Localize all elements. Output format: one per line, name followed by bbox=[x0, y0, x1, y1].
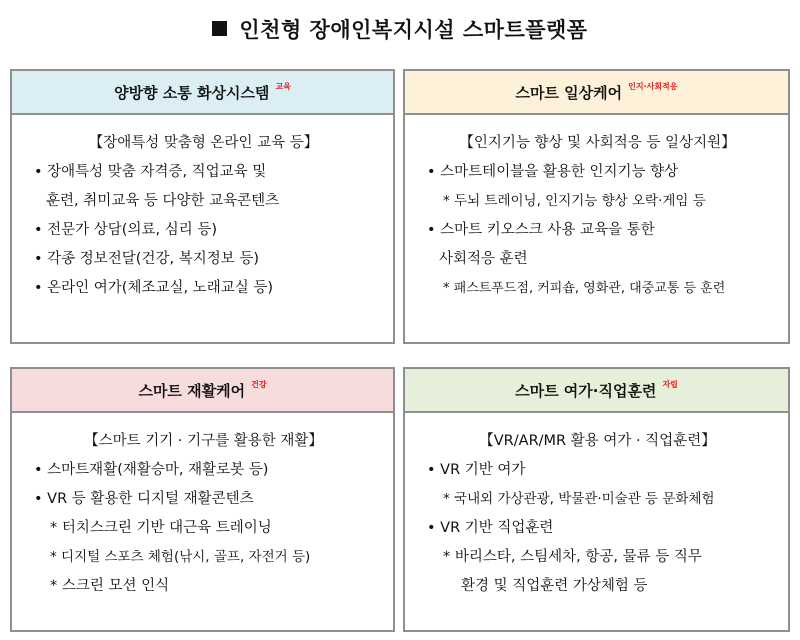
card-header bbox=[12, 369, 393, 413]
card-subtitle: 【인지기능 향상 및 사회적응 등 일상지원】 bbox=[459, 135, 736, 151]
card-body bbox=[405, 115, 788, 303]
card-video-system bbox=[10, 69, 395, 344]
list-item: * 두뇌 트레이닝, 인지기능 향상 오락·게임 등 bbox=[443, 193, 706, 209]
card-daily-care bbox=[403, 69, 790, 344]
list-item: * 디지털 스포츠 체험(낚시, 골프, 자전거 등) bbox=[50, 549, 311, 565]
list-item: • 전문가 상담(의료, 심리 등) bbox=[34, 222, 217, 238]
card-header bbox=[12, 71, 393, 115]
card-rehab-care bbox=[10, 367, 395, 632]
list-item: * 바리스타, 스팀세차, 항공, 물류 등 직무 bbox=[443, 549, 702, 565]
card-body bbox=[405, 413, 788, 601]
list-item: 환경 및 직업훈련 가상체험 등 bbox=[461, 578, 648, 594]
list-item: 훈련, 취미교육 등 다양한 교육콘텐츠 bbox=[46, 193, 280, 209]
card-leisure-training bbox=[403, 367, 790, 632]
card-subtitle: 【스마트 기기 · 기구를 활용한 재활】 bbox=[84, 433, 323, 449]
list-item: • 각종 정보전달(건강, 복지정보 등) bbox=[34, 251, 260, 267]
card-heading: 스마트 일상케어 bbox=[515, 83, 623, 102]
list-item: • VR 기반 직업훈련 bbox=[427, 520, 554, 536]
card-heading: 스마트 재활케어 bbox=[138, 381, 246, 400]
card-tag: 인지·사회적응 bbox=[628, 81, 678, 91]
list-item: * 터치스크린 기반 대근육 트레이닝 bbox=[50, 520, 272, 536]
card-heading: 스마트 여가·직업훈련 bbox=[515, 381, 657, 400]
page-title bbox=[0, 14, 800, 44]
card-heading: 양방향 소통 화상시스템 bbox=[114, 83, 270, 102]
list-item: * 국내외 가상관광, 박물관·미술관 등 문화체험 bbox=[443, 491, 715, 507]
card-header bbox=[405, 71, 788, 115]
list-item: • 스마트재활(재활승마, 재활로봇 등) bbox=[34, 462, 269, 478]
card-body bbox=[12, 115, 393, 303]
list-item: • 온라인 여가(체조교실, 노래교실 등) bbox=[34, 280, 274, 296]
card-header bbox=[405, 369, 788, 413]
card-subtitle: 【VR/AR/MR 활용 여가 · 직업훈련】 bbox=[479, 433, 716, 449]
list-item: 사회적응 훈련 bbox=[439, 251, 528, 267]
card-tag: 건강 bbox=[251, 379, 267, 389]
square-bullet-icon bbox=[212, 21, 227, 36]
card-tag: 자립 bbox=[662, 379, 678, 389]
page-title-text: 인천형 장애인복지시설 스마트플랫폼 bbox=[239, 18, 588, 42]
list-item: * 스크린 모션 인식 bbox=[50, 578, 170, 594]
list-item: • 장애특성 맞춤 자격증, 직업교육 및 bbox=[34, 164, 267, 180]
list-item: • VR 등 활용한 디지털 재활콘텐츠 bbox=[34, 491, 254, 507]
list-item: * 패스트푸드점, 커피숍, 영화관, 대중교통 등 훈련 bbox=[443, 281, 726, 296]
list-item: • VR 기반 여가 bbox=[427, 462, 526, 478]
card-body bbox=[12, 413, 393, 601]
list-item: • 스마트테이블을 활용한 인지기능 향상 bbox=[427, 164, 679, 180]
list-item: • 스마트 키오스크 사용 교육을 통한 bbox=[427, 222, 655, 238]
card-subtitle: 【장애특성 맞춤형 온라인 교육 등】 bbox=[88, 135, 319, 151]
card-tag: 교육 bbox=[275, 81, 291, 91]
